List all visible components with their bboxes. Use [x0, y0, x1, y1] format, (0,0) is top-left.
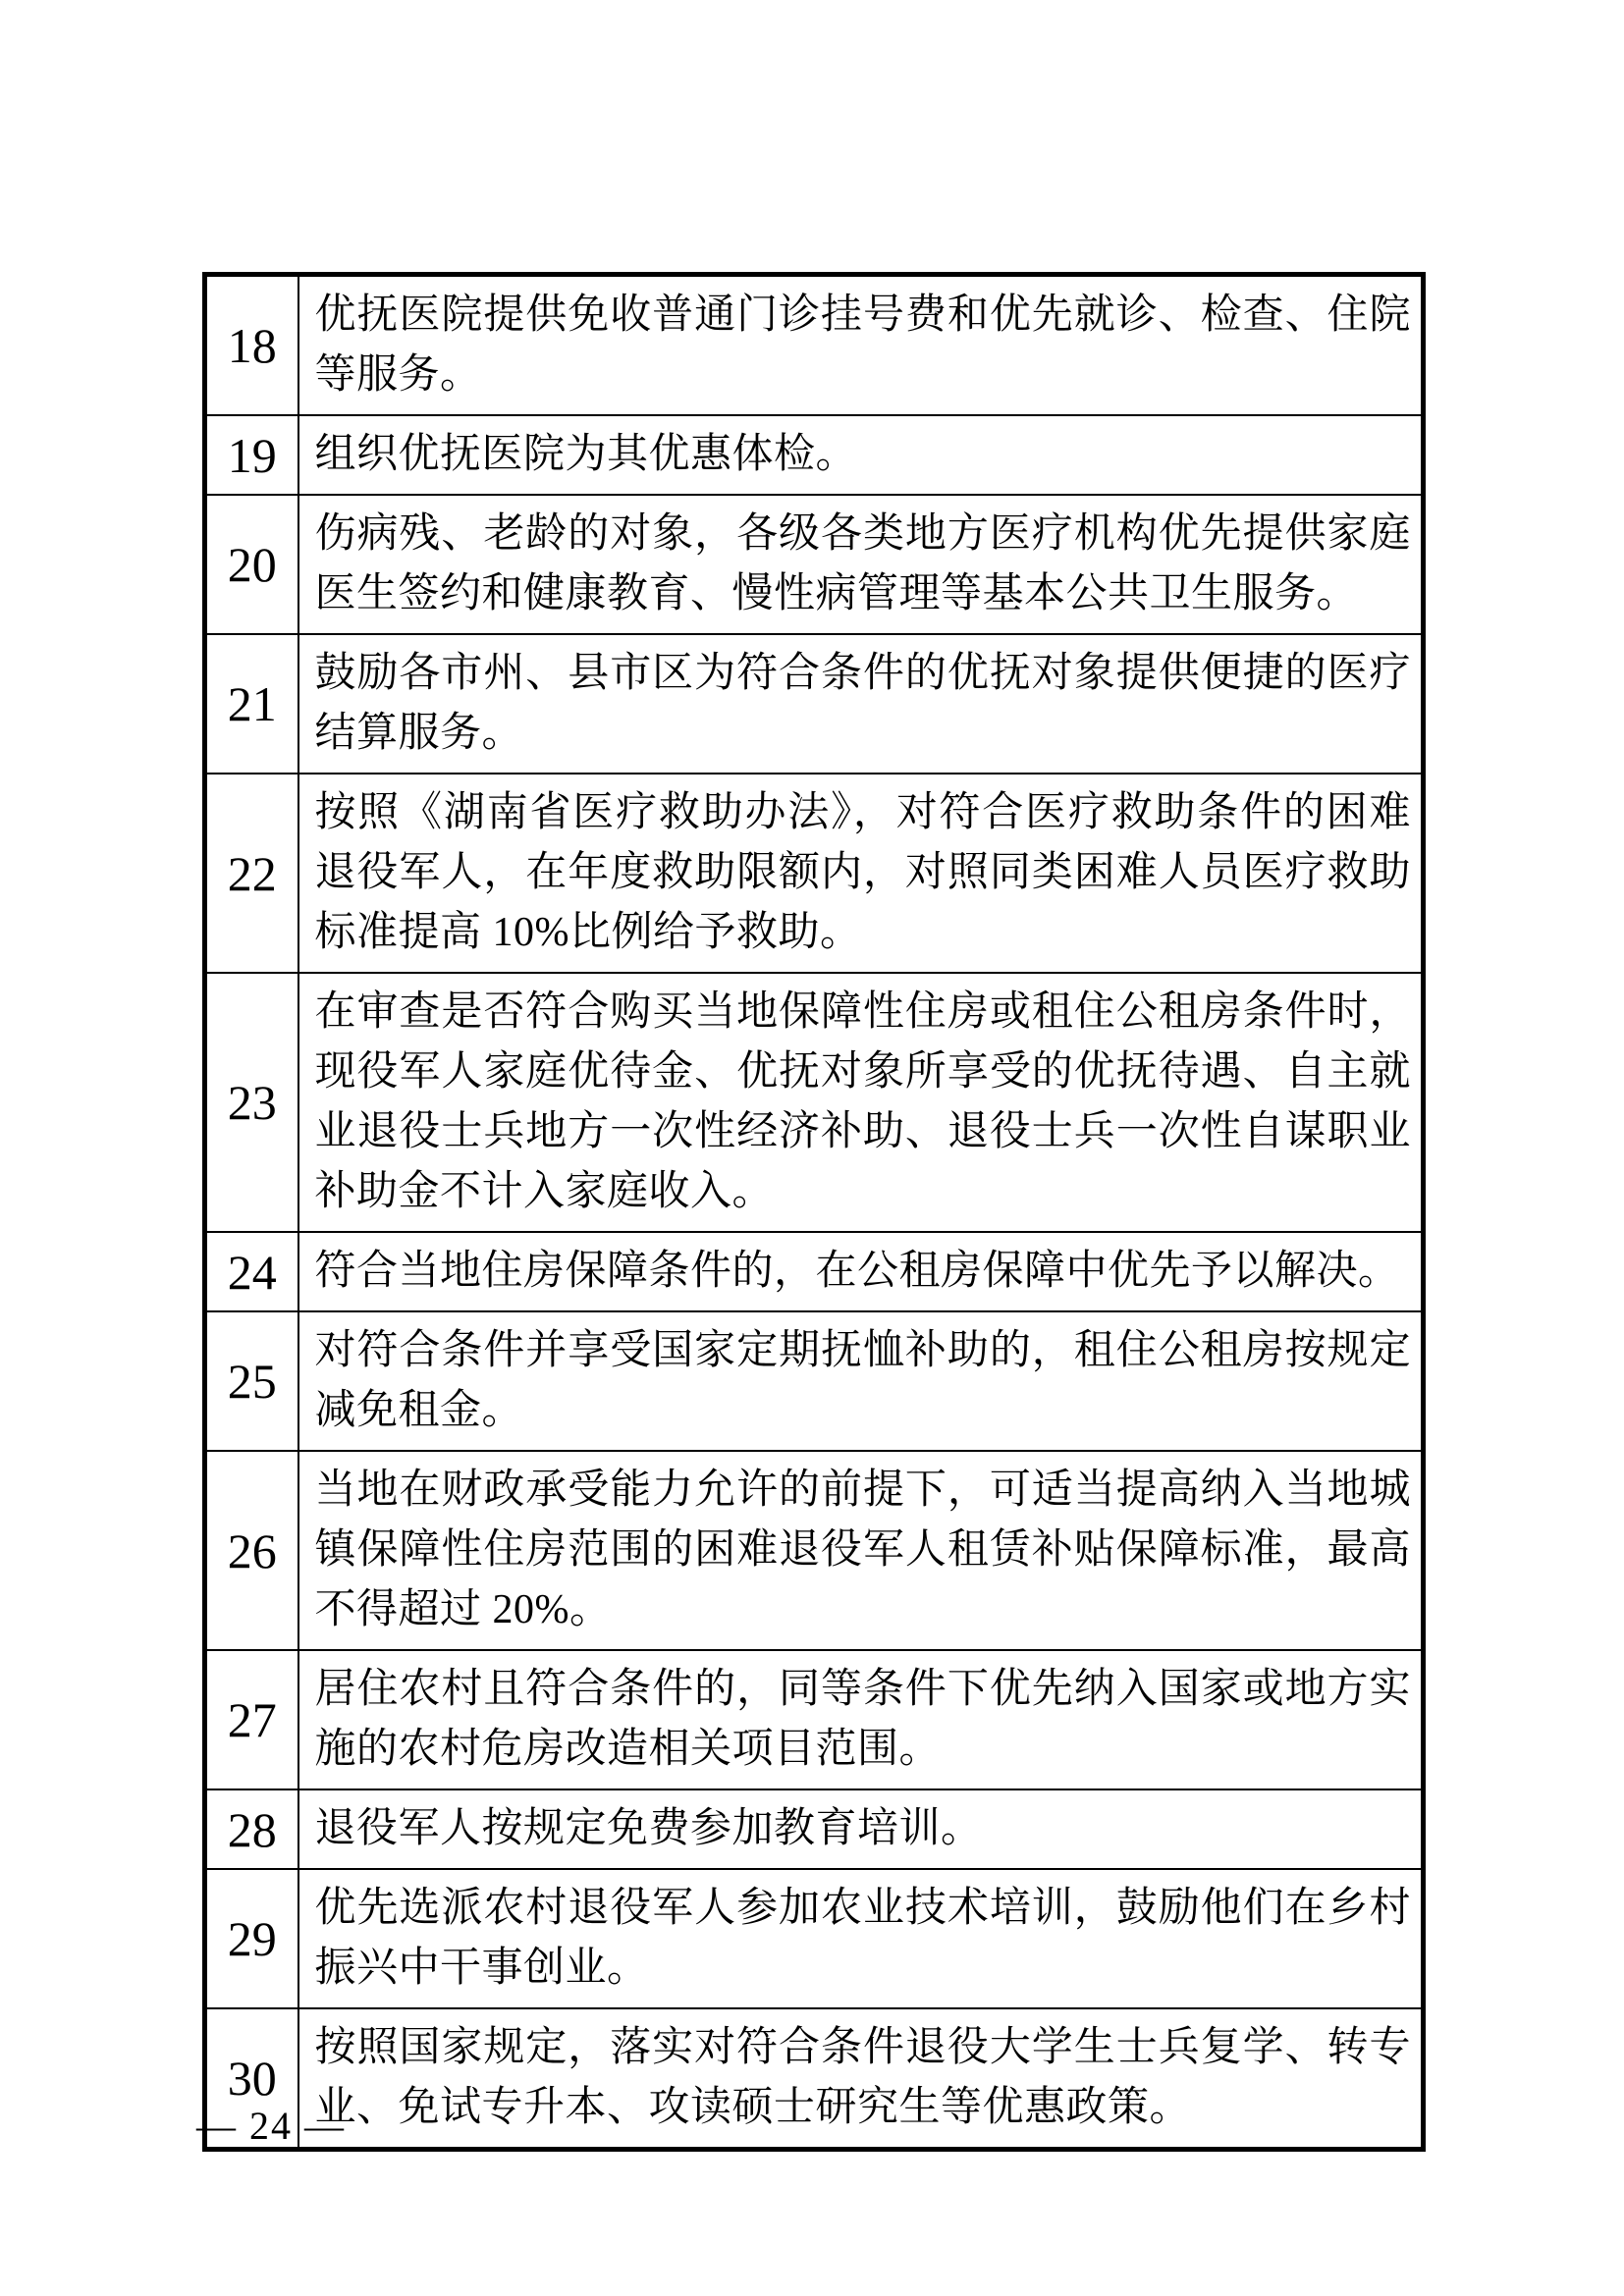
- row-number: 18: [205, 275, 298, 416]
- table-row: [205, 1451, 1424, 1650]
- row-number: 27: [205, 1650, 298, 1789]
- row-text: 按照国家规定，落实对符合条件退役大学生士兵复学、转专业、免试专升本、攻读硕士研究生等优惠政策。: [298, 2008, 1424, 2150]
- table-row: [205, 1789, 1424, 1869]
- benefits-table-body: [205, 275, 1424, 2150]
- table-row: [205, 2008, 1424, 2150]
- benefits-table: [202, 272, 1426, 2152]
- row-number: 21: [205, 634, 298, 774]
- page-number: — 24 —: [196, 2104, 346, 2148]
- table-row: [205, 495, 1424, 634]
- row-text: 伤病残、老龄的对象，各级各类地方医疗机构优先提供家庭医生签约和健康教育、慢性病管理等基本公共卫生服务。: [298, 495, 1424, 634]
- row-text: 居住农村且符合条件的，同等条件下优先纳入国家或地方实施的农村危房改造相关项目范围。: [298, 1650, 1424, 1789]
- row-number: 29: [205, 1869, 298, 2008]
- table-row: [205, 1869, 1424, 2008]
- row-text: 退役军人按规定免费参加教育培训。: [298, 1789, 1424, 1869]
- row-text: 在审查是否符合购买当地保障性住房或租住公租房条件时，现役军人家庭优待金、优抚对象所享受的优抚待遇、自主就业退役士兵地方一次性经济补助、退役士兵一次性自谋职业补助金不计入家庭收入。: [298, 973, 1424, 1232]
- row-text: 按照《湖南省医疗救助办法》，对符合医疗救助条件的困难退役军人，在年度救助限额内，对照同类困难人员医疗救助标准提高 10%比例给予救助。: [298, 774, 1424, 973]
- row-text: 组织优抚医院为其优惠体检。: [298, 415, 1424, 495]
- row-number: 30: [205, 2008, 298, 2150]
- row-number: 28: [205, 1789, 298, 1869]
- table-row: [205, 634, 1424, 774]
- row-text: 优抚医院提供免收普通门诊挂号费和优先就诊、检查、住院等服务。: [298, 275, 1424, 416]
- row-text: 符合当地住房保障条件的，在公租房保障中优先予以解决。: [298, 1232, 1424, 1311]
- row-number: 25: [205, 1311, 298, 1451]
- row-number: 26: [205, 1451, 298, 1650]
- row-number: 24: [205, 1232, 298, 1311]
- row-number: 22: [205, 774, 298, 973]
- table-row: [205, 275, 1424, 416]
- table-row: [205, 415, 1424, 495]
- table-row: [205, 1311, 1424, 1451]
- table-row: [205, 973, 1424, 1232]
- row-text: 优先选派农村退役军人参加农业技术培训，鼓励他们在乡村振兴中干事创业。: [298, 1869, 1424, 2008]
- row-number: 23: [205, 973, 298, 1232]
- row-number: 20: [205, 495, 298, 634]
- table-row: [205, 774, 1424, 973]
- row-text: 对符合条件并享受国家定期抚恤补助的，租住公租房按规定减免租金。: [298, 1311, 1424, 1451]
- table-row: [205, 1650, 1424, 1789]
- row-text: 当地在财政承受能力允许的前提下，可适当提高纳入当地城镇保障性住房范围的困难退役军人租赁补贴保障标准，最高不得超过 20%。: [298, 1451, 1424, 1650]
- row-number: 19: [205, 415, 298, 495]
- row-text: 鼓励各市州、县市区为符合条件的优抚对象提供便捷的医疗结算服务。: [298, 634, 1424, 774]
- table-row: [205, 1232, 1424, 1311]
